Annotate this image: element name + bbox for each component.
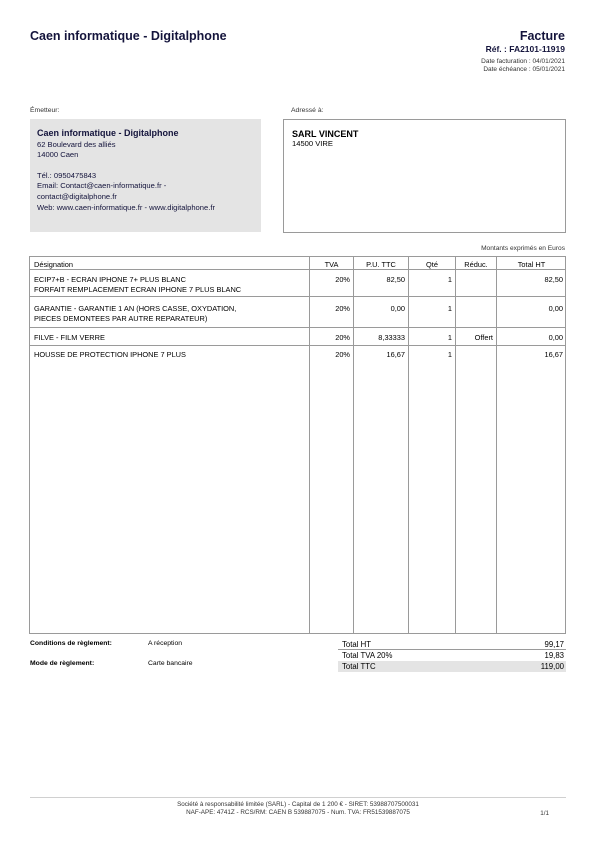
item-total: 0,00 bbox=[548, 304, 563, 313]
item-designation bbox=[34, 304, 337, 324]
item-designation bbox=[34, 275, 337, 295]
sender-phone: Tél.: 0950475843 bbox=[37, 170, 97, 180]
total-ttc-row bbox=[338, 661, 566, 672]
sender-address-line2: 14000 Caen bbox=[37, 150, 79, 160]
sender-label: Émetteur: bbox=[30, 107, 60, 114]
footer-divider bbox=[30, 797, 566, 798]
recipient-city: 14500 VIRE bbox=[292, 139, 333, 148]
item-designation-line1: ECIP7+B - ECRAN IPHONE 7+ PLUS BLANC bbox=[34, 275, 186, 284]
document-title: Facture bbox=[519, 29, 565, 43]
item-quantity: 1 bbox=[447, 333, 452, 342]
item-total: 0,00 bbox=[548, 333, 563, 342]
sender-name: Caen informatique - Digitalphone bbox=[37, 128, 179, 138]
header-designation: Désignation bbox=[34, 260, 74, 269]
item-designation-line1: GARANTIE - GARANTIE 1 AN (HORS CASSE, OXYDATION, bbox=[34, 304, 237, 313]
invoice-reference: Réf. : FA2101-11919 bbox=[485, 44, 565, 54]
item-designation-line2: PIECES DEMONTEES PAR AUTRE REPARATEUR) bbox=[34, 314, 208, 323]
footer-legal-line2: NAF-APE: 4741Z - RCS/RM: CAEN B 539887075 - Num. TVA: FR51539887075 bbox=[186, 809, 410, 817]
payment-terms-value: A réception bbox=[148, 640, 183, 647]
items-table bbox=[29, 256, 566, 634]
sender-web: Web: www.caen-informatique.fr - www.digitalphone.fr bbox=[37, 202, 215, 212]
item-total: 16,67 bbox=[544, 350, 563, 359]
total-tva-row bbox=[338, 650, 566, 661]
payment-mode-label: Mode de règlement: bbox=[30, 660, 95, 667]
payment-mode-value: Carte bancaire bbox=[148, 660, 193, 667]
header-tva: TVA bbox=[324, 260, 339, 269]
item-quantity: 1 bbox=[447, 275, 452, 284]
sender-email-line1: Email: Contact@caen-informatique.fr - bbox=[37, 181, 167, 191]
sender-email-line2: contact@digitalphone.fr bbox=[37, 191, 117, 201]
item-tva: 20% bbox=[335, 304, 350, 313]
total-tva-value: 19,83 bbox=[544, 651, 564, 660]
item-tva: 20% bbox=[335, 350, 350, 359]
total-ht-row bbox=[338, 639, 566, 650]
item-designation bbox=[34, 333, 337, 343]
item-designation-line1: FILVE - FILM VERRE bbox=[34, 333, 105, 342]
total-ht-value: 99,17 bbox=[544, 640, 564, 649]
recipient-name: SARL VINCENT bbox=[292, 129, 359, 139]
total-ttc-value: 119,00 bbox=[540, 662, 564, 671]
page-number: 1/1 bbox=[540, 810, 549, 817]
spacer bbox=[37, 161, 254, 171]
total-ttc-label: Total TTC bbox=[342, 662, 376, 671]
header-total: Total HT bbox=[517, 260, 546, 269]
invoice-dates bbox=[481, 58, 565, 74]
item-designation bbox=[34, 350, 337, 360]
item-total: 82,50 bbox=[544, 275, 563, 284]
item-designation-line2: FORFAIT REMPLACEMENT ECRAN IPHONE 7 PLUS BLANC bbox=[34, 285, 242, 294]
item-unit-price: 82,50 bbox=[386, 275, 405, 284]
company-title: Caen informatique - Digitalphone bbox=[30, 29, 227, 43]
currency-note: Montants exprimés en Euros bbox=[481, 245, 565, 252]
table-row bbox=[30, 347, 565, 364]
total-tva-label: Total TVA 20% bbox=[342, 651, 393, 660]
total-ht-label: Total HT bbox=[342, 640, 372, 649]
item-unit-price: 0,00 bbox=[390, 304, 405, 313]
sender-box bbox=[30, 119, 261, 232]
item-tva: 20% bbox=[335, 333, 350, 342]
item-designation-line1: HOUSSE DE PROTECTION IPHONE 7 PLUS bbox=[34, 350, 186, 359]
item-quantity: 1 bbox=[447, 350, 452, 359]
recipient-box bbox=[283, 119, 566, 233]
item-unit-price: 8,33333 bbox=[378, 333, 405, 342]
table-header-row bbox=[30, 257, 565, 270]
item-unit-price: 16,67 bbox=[386, 350, 405, 359]
totals-block bbox=[338, 639, 566, 672]
header-quantity: Qté bbox=[426, 260, 438, 269]
footer bbox=[30, 801, 566, 818]
recipient-label: Adressé à: bbox=[291, 107, 324, 114]
header-reduction: Réduc. bbox=[464, 260, 488, 269]
invoice-date: Date facturation : 04/01/2021 bbox=[481, 58, 565, 65]
table-row bbox=[30, 329, 565, 346]
sender-address-line1: 62 Boulevard des alliés bbox=[37, 139, 116, 149]
item-quantity: 1 bbox=[447, 304, 452, 313]
header-unit-price: P.U. TTC bbox=[366, 260, 396, 269]
payment-terms-label: Conditions de règlement: bbox=[30, 640, 112, 647]
table-row bbox=[30, 298, 565, 328]
due-date: Date échéance : 05/01/2021 bbox=[483, 66, 565, 73]
item-tva: 20% bbox=[335, 275, 350, 284]
item-reduction: Offert bbox=[474, 333, 493, 342]
table-row bbox=[30, 270, 565, 297]
footer-legal-line1: Société à responsabilité limitée (SARL) - Capital de 1 200 € - SIRET: 53988707500031 bbox=[177, 801, 419, 808]
